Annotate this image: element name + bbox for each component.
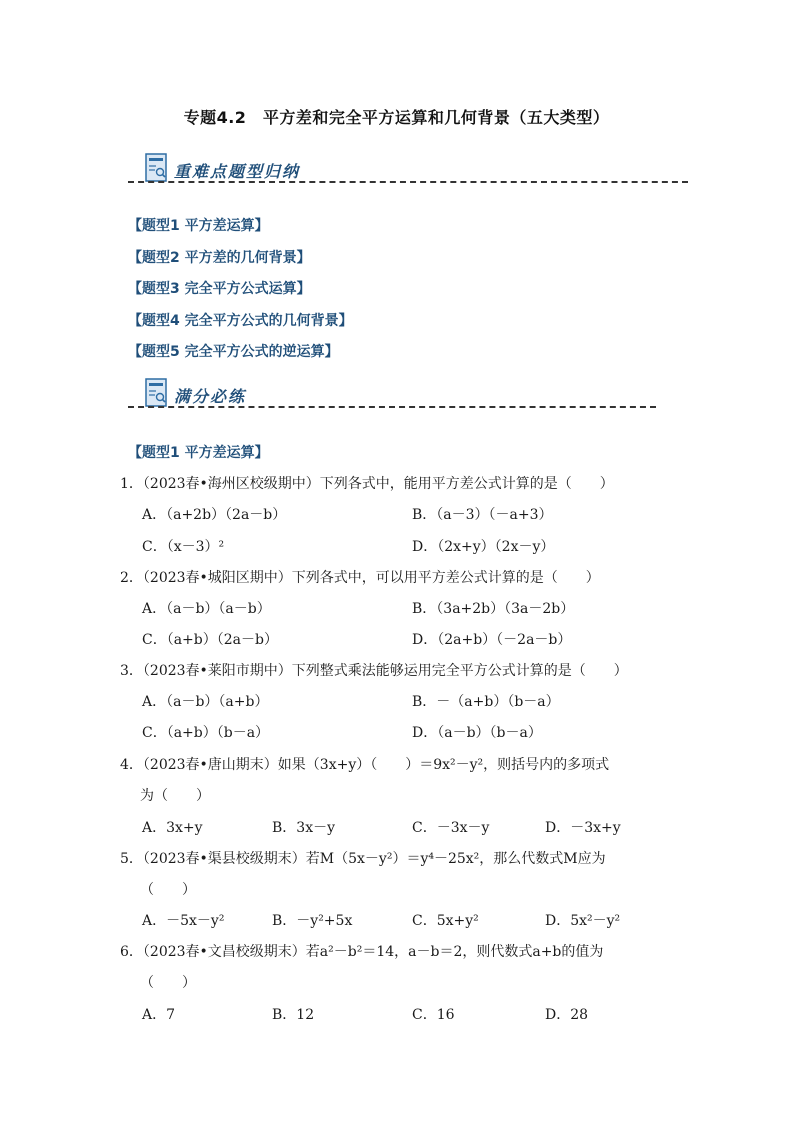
question-2-stem: 2．（2023春•城阳区期中）下列各式中，可以用平方差公式计算的是（ ） bbox=[120, 570, 600, 586]
question-4-stem-continued: 为（ ） bbox=[140, 788, 210, 804]
section-divider bbox=[128, 181, 688, 183]
page-title: 专题4.2 平方差和完全平方运算和几何背景（五大类型） bbox=[183, 108, 610, 127]
section-label-summary: 重难点题型归纳 bbox=[174, 162, 301, 181]
question-6-stem: 6．（2023春•文昌校级期末）若a²－b²＝14，a－b＝2，则代数式a+b的值为 bbox=[120, 944, 604, 960]
question-2-option-b[interactable]: B．（3a+2b）（3a－2b） bbox=[412, 601, 575, 617]
question-5-stem: 5．（2023春•渠县校级期末）若M（5x－y²）＝y⁴－25x²，那么代数式M应为 bbox=[120, 851, 606, 867]
question-6-stem-continued: （ ） bbox=[140, 975, 196, 991]
type-heading-1: 【题型1 平方差运算】 bbox=[128, 445, 269, 461]
question-6-option-d[interactable]: D．28 bbox=[545, 1007, 589, 1023]
question-5-stem-continued: （ ） bbox=[140, 882, 196, 898]
question-2-option-c[interactable]: C．（a+b）（2a－b） bbox=[142, 632, 278, 648]
question-5-option-b[interactable]: B．－y²+5x bbox=[272, 913, 353, 929]
question-1-option-a[interactable]: A．（a+2b）（2a－b） bbox=[142, 507, 287, 523]
question-5-option-c[interactable]: C．5x+y² bbox=[412, 913, 479, 929]
document-search-icon bbox=[145, 153, 169, 183]
toc-item-5[interactable]: 【题型5 完全平方公式的逆运算】 bbox=[128, 344, 339, 360]
question-4-stem: 4．（2023春•唐山期末）如果（3x+y）（ ）＝9x²－y²，则括号内的多项式 bbox=[120, 757, 610, 773]
question-1-stem: 1．（2023春•海州区校级期中）下列各式中，能用平方差公式计算的是（ ） bbox=[120, 476, 614, 492]
question-1-option-b[interactable]: B．（a－3）（－a+3） bbox=[412, 507, 553, 523]
toc-item-3[interactable]: 【题型3 完全平方公式运算】 bbox=[128, 281, 311, 297]
question-5-option-d[interactable]: D．5x²－y² bbox=[545, 913, 621, 929]
question-3-stem: 3．（2023春•莱阳市期中）下列整式乘法能够运用完全平方公式计算的是（ ） bbox=[120, 663, 628, 679]
section-label-practice: 满分必练 bbox=[174, 387, 247, 406]
question-3-option-a[interactable]: A．（a－b）（a+b） bbox=[142, 694, 269, 710]
toc-item-4[interactable]: 【题型4 完全平方公式的几何背景】 bbox=[128, 313, 353, 329]
question-4-option-a[interactable]: A．3x+y bbox=[142, 820, 203, 836]
question-6-option-a[interactable]: A．7 bbox=[142, 1007, 176, 1023]
question-5-option-a[interactable]: A．－5x－y² bbox=[142, 913, 225, 929]
question-3-option-d[interactable]: D．（a－b）（b－a） bbox=[412, 725, 542, 741]
question-6-option-c[interactable]: C．16 bbox=[412, 1007, 455, 1023]
question-3-option-b[interactable]: B．－（a+b）（b－a） bbox=[412, 694, 560, 710]
question-4-option-b[interactable]: B．3x－y bbox=[272, 820, 335, 836]
toc-item-2[interactable]: 【题型2 平方差的几何背景】 bbox=[128, 250, 311, 266]
question-2-option-a[interactable]: A．（a－b）（a－b） bbox=[142, 601, 271, 617]
question-4-option-d[interactable]: D．－3x+y bbox=[545, 820, 621, 836]
question-4-option-c[interactable]: C．－3x－y bbox=[412, 820, 490, 836]
toc-item-1[interactable]: 【题型1 平方差运算】 bbox=[128, 218, 269, 234]
section-divider bbox=[128, 406, 656, 408]
document-search-icon bbox=[145, 378, 169, 408]
question-6-option-b[interactable]: B．12 bbox=[272, 1007, 315, 1023]
question-3-option-c[interactable]: C．（a+b）（b－a） bbox=[142, 725, 270, 741]
question-1-option-d[interactable]: D．（2x+y）（2x－y） bbox=[412, 539, 555, 555]
question-1-option-c[interactable]: C．（x－3）² bbox=[142, 539, 225, 555]
question-2-option-d[interactable]: D．（2a+b）（－2a－b） bbox=[412, 632, 572, 648]
